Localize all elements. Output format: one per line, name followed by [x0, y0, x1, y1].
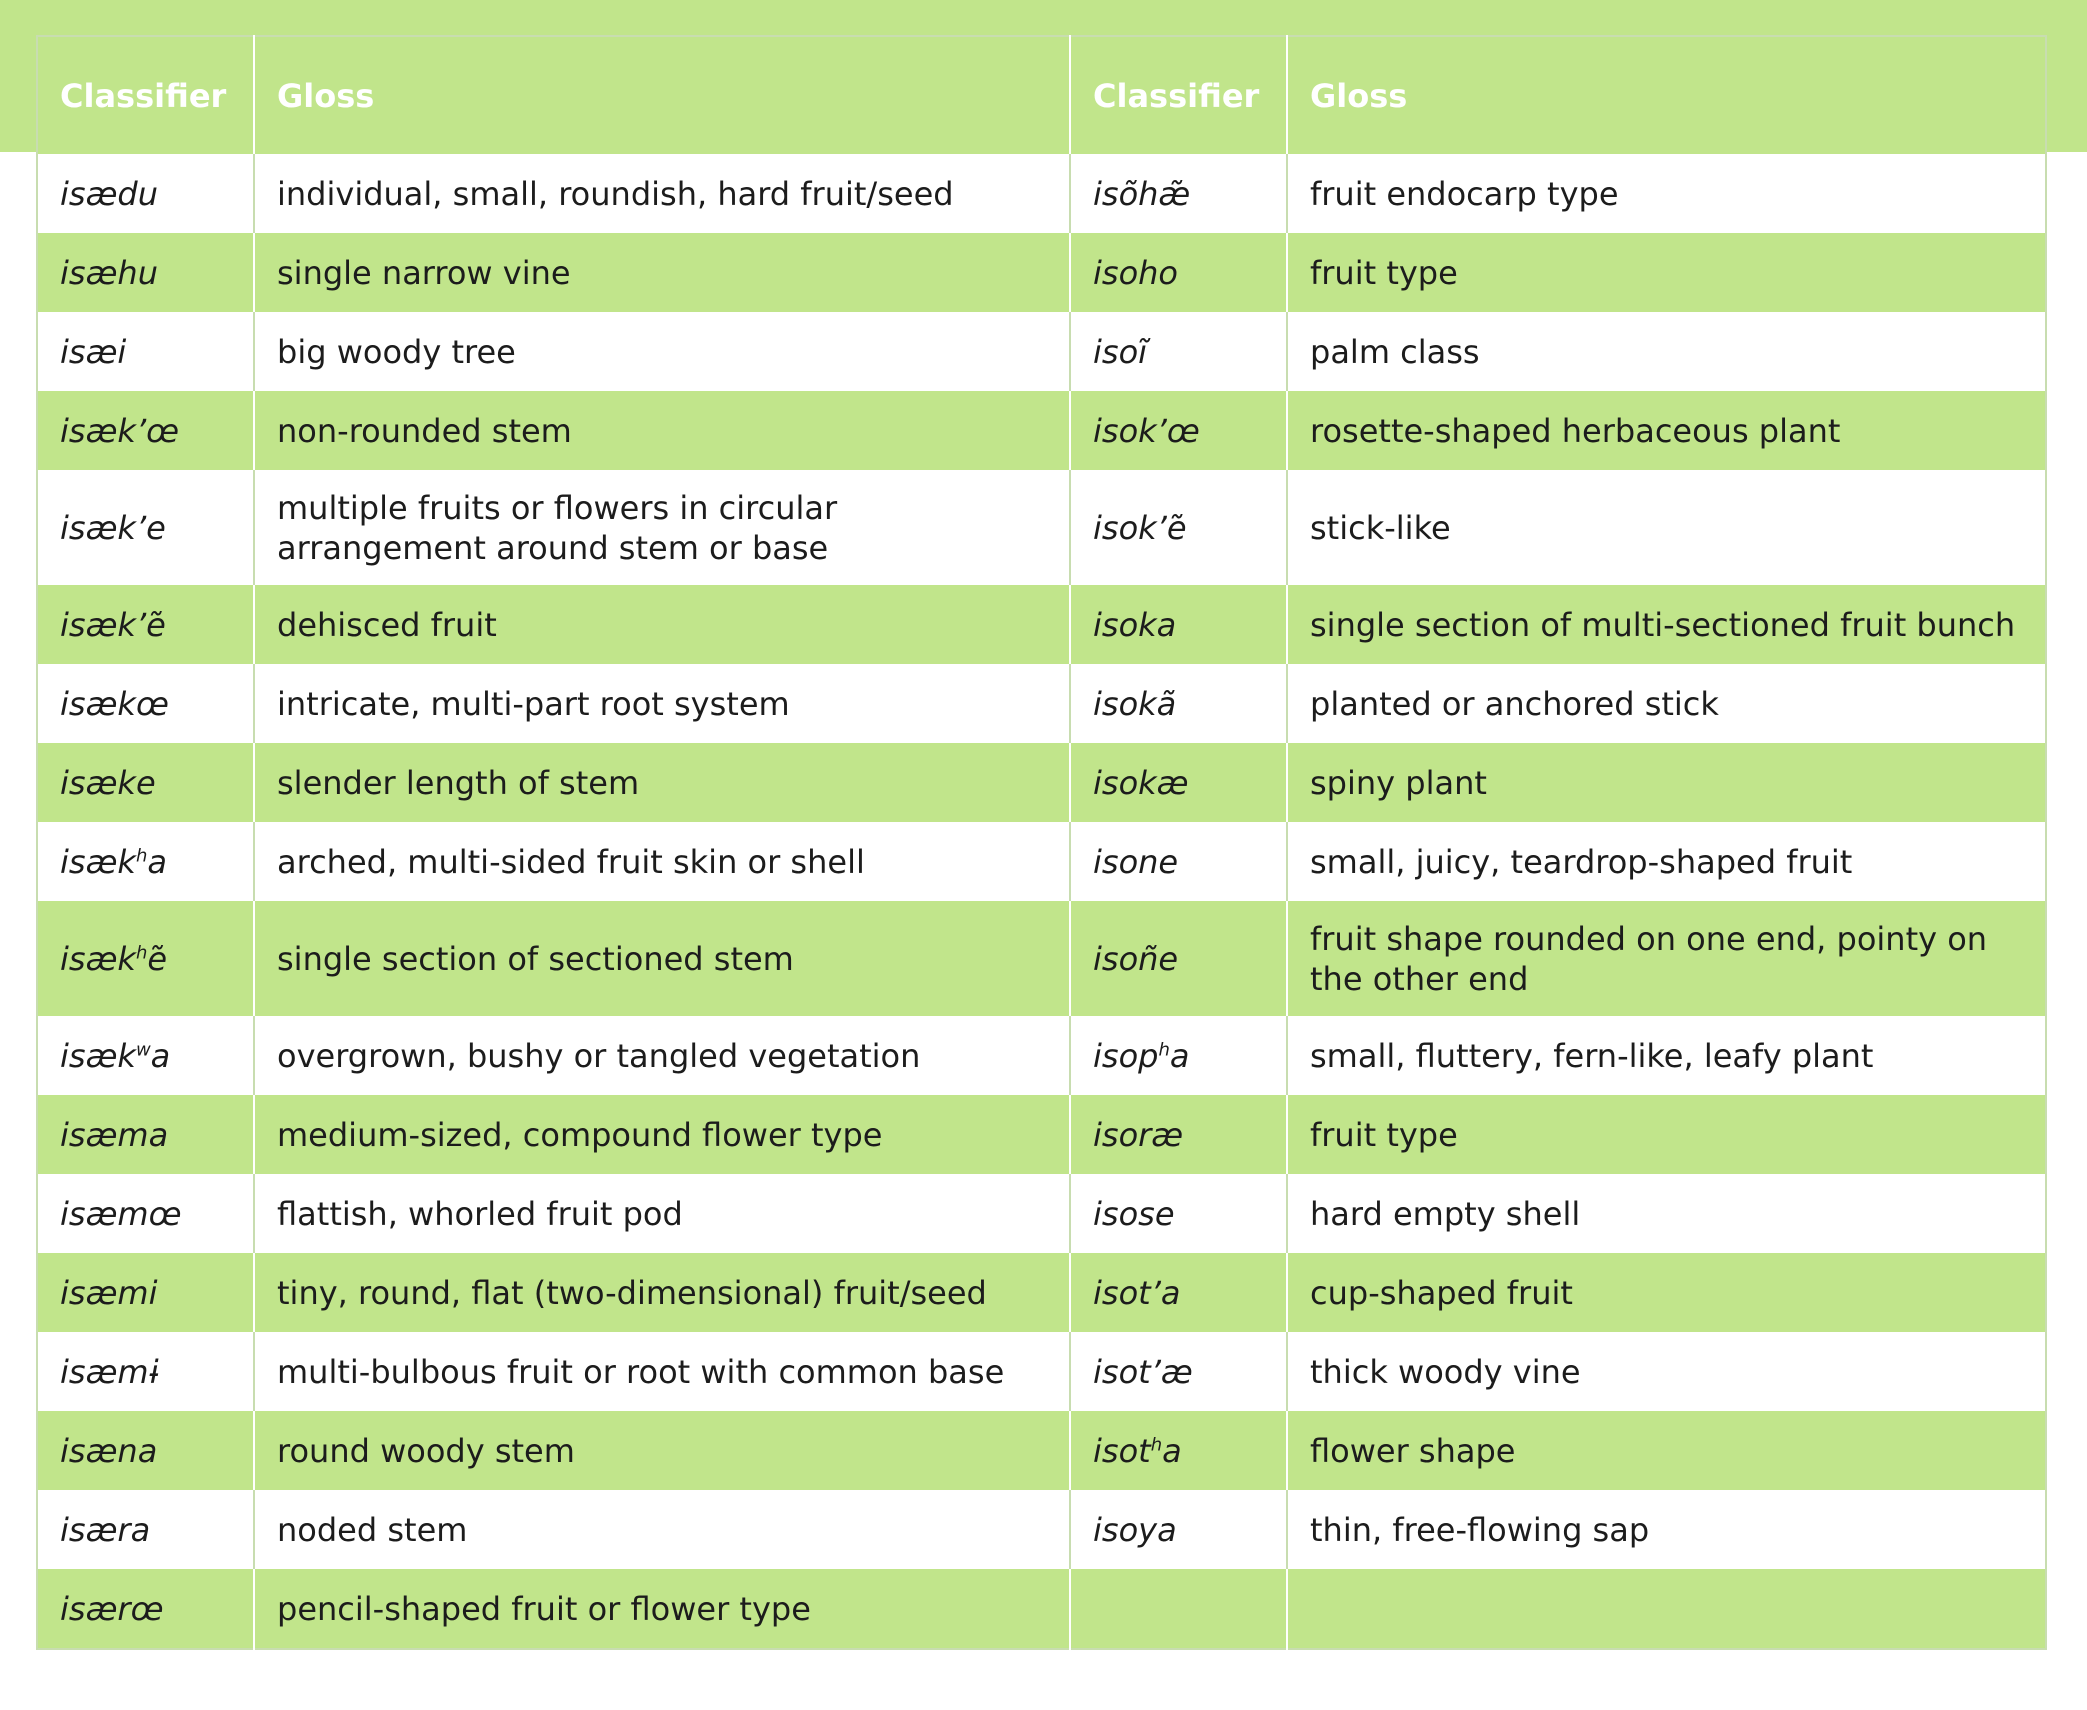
table-row — [37, 1253, 2046, 1332]
gloss-cell: tiny, round, flat (two-dimensional) fruit/seed — [254, 1253, 1070, 1332]
classifier-cell: isoñe — [1070, 901, 1287, 1016]
gloss-cell: single section of sectioned stem — [254, 901, 1070, 1016]
classifier-cell: isoho — [1070, 233, 1287, 312]
classifier-cell: isok’ẽ — [1070, 470, 1287, 585]
header-gloss-right: Gloss — [1287, 36, 2046, 154]
classifier-cell: isõhæ̃ — [1070, 154, 1287, 233]
classifier-cell: isæke — [37, 743, 254, 822]
classifier-cell: isokã — [1070, 664, 1287, 743]
gloss-cell: palm class — [1310, 332, 1480, 371]
classifier-superscript: w — [135, 1038, 151, 1060]
classifier-cell — [1070, 1016, 1287, 1095]
classifier-suffix: a — [147, 842, 167, 881]
gloss-cell: noded stem — [254, 1490, 1070, 1569]
table-row — [37, 1490, 2046, 1569]
gloss-cell: single section of multi-sectioned fruit bunch — [1287, 585, 2046, 664]
gloss-cell: overgrown, bushy or tangled vegetation — [254, 1016, 1070, 1095]
classifier-cell: isædu — [37, 154, 254, 233]
gloss-cell: pencil-shaped fruit or flower type — [254, 1569, 1070, 1649]
classifier-cell: isoræ — [1070, 1095, 1287, 1174]
table-row — [37, 585, 2046, 664]
classifier-cell: isone — [1070, 822, 1287, 901]
classifier-cell: isæmœ — [37, 1174, 254, 1253]
gloss-cell: intricate, multi-part root system — [254, 664, 1070, 743]
table-row — [37, 233, 2046, 312]
gloss-cell: stick-like — [1310, 508, 1451, 547]
classifier-cell — [1070, 1411, 1287, 1490]
table-row — [37, 312, 2046, 391]
gloss-cell: individual, small, roundish, hard fruit/seed — [254, 154, 1070, 233]
gloss-cell: slender length of stem — [254, 743, 1070, 822]
gloss-cell: planted or anchored stick — [1310, 684, 1719, 723]
gloss-cell: round woody stem — [254, 1411, 1070, 1490]
gloss-cell: big woody tree — [254, 312, 1070, 391]
table-row — [37, 901, 2046, 1016]
gloss-cell: cup-shaped fruit — [1287, 1253, 2046, 1332]
gloss-cell: multiple fruits or flowers in circular arrangement around stem or base — [254, 470, 1070, 585]
classifier-cell: isokæ — [1070, 743, 1287, 822]
classifier-cell — [37, 901, 254, 1016]
gloss-cell: fruit endocarp type — [1310, 174, 1619, 213]
classifier-cell: isot’a — [1070, 1253, 1287, 1332]
classifier-cell: isæhu — [37, 233, 254, 312]
classifier-cell: isok’œ — [1070, 391, 1287, 470]
table-row — [37, 743, 2046, 822]
classifier-suffix: a — [1162, 1431, 1182, 1470]
table-row — [37, 1174, 2046, 1253]
table-row — [37, 1411, 2046, 1490]
gloss-cell: small, juicy, teardrop-shaped fruit — [1310, 842, 1853, 881]
classifier-base: isot — [1093, 1431, 1151, 1470]
classifier-suffix: a — [1169, 1036, 1190, 1075]
classifier-cell — [37, 822, 254, 901]
gloss-cell: flattish, whorled fruit pod — [254, 1174, 1070, 1253]
classifier-cell: isækœ — [37, 664, 254, 743]
gloss-cell: fruit type — [1287, 233, 2046, 312]
table-row — [37, 1016, 2046, 1095]
classifier-cell: isærœ — [37, 1569, 254, 1649]
classifier-cell: isæk’ẽ — [37, 585, 254, 664]
table-row — [37, 154, 2046, 233]
classifier-cell — [1070, 1569, 1287, 1649]
classifier-cell — [37, 1016, 254, 1095]
classifier-base: isæk — [60, 842, 136, 881]
gloss-cell: flower shape — [1287, 1411, 2046, 1490]
gloss-cell: hard empty shell — [1310, 1194, 1581, 1233]
table-header-row — [37, 36, 2046, 154]
classifier-suffix: a — [150, 1036, 171, 1075]
gloss-cell: small, fluttery, fern-like, leafy plant — [1310, 1036, 1874, 1075]
classifier-cell: isæi — [37, 312, 254, 391]
classifier-cell: isæra — [37, 1490, 254, 1569]
gloss-cell: single narrow vine — [254, 233, 1070, 312]
gloss-cell: arched, multi-sided fruit skin or shell — [254, 822, 1070, 901]
gloss-cell: medium-sized, compound flower type — [254, 1095, 1070, 1174]
gloss-cell: fruit type — [1287, 1095, 2046, 1174]
gloss-cell: rosette-shaped herbaceous plant — [1287, 391, 2046, 470]
header-classifier-right: Classifier — [1070, 36, 1287, 154]
classifier-cell: isæk’œ — [37, 391, 254, 470]
gloss-cell: non-rounded stem — [254, 391, 1070, 470]
classifier-superscript: h — [1150, 1433, 1163, 1455]
gloss-cell: multi-bulbous fruit or root with common base — [254, 1332, 1070, 1411]
table-row — [37, 1569, 2046, 1649]
classifier-superscript: h — [135, 844, 148, 866]
classifier-cell: isot’æ — [1070, 1332, 1287, 1411]
table-row — [37, 1332, 2046, 1411]
classifier-cell: isæk’e — [37, 470, 254, 585]
header-classifier-left: Classifier — [37, 36, 254, 154]
classifier-suffix: ẽ — [147, 939, 168, 978]
classifier-base: isop — [1093, 1036, 1159, 1075]
classifier-cell: isoya — [1070, 1490, 1287, 1569]
classifier-superscript: h — [135, 941, 148, 963]
classifier-table — [36, 35, 2047, 1650]
classifier-base: isæk — [60, 939, 136, 978]
gloss-cell: fruit shape rounded on one end, pointy on the other end — [1287, 901, 2046, 1016]
gloss-cell: thick woody vine — [1310, 1352, 1581, 1391]
classifier-base: isæk — [60, 1036, 136, 1075]
classifier-cell: isose — [1070, 1174, 1287, 1253]
header-gloss-left: Gloss — [254, 36, 1070, 154]
gloss-cell: dehisced fruit — [254, 585, 1070, 664]
classifier-cell: isoka — [1070, 585, 1287, 664]
table-row — [37, 391, 2046, 470]
table-row — [37, 664, 2046, 743]
classifier-superscript: h — [1158, 1038, 1170, 1060]
gloss-cell: thin, free-flowing sap — [1310, 1510, 1650, 1549]
gloss-cell: spiny plant — [1287, 743, 2046, 822]
gloss-cell — [1287, 1569, 2046, 1649]
classifier-cell: isæmi — [37, 1253, 254, 1332]
classifier-cell: isæna — [37, 1411, 254, 1490]
table-row — [37, 822, 2046, 901]
classifier-cell: isæmɨ — [37, 1332, 254, 1411]
table-row — [37, 1095, 2046, 1174]
classifier-cell: isæma — [37, 1095, 254, 1174]
classifier-table-container — [36, 35, 2045, 1650]
table-row — [37, 470, 2046, 585]
classifier-cell: isoĩ — [1070, 312, 1287, 391]
